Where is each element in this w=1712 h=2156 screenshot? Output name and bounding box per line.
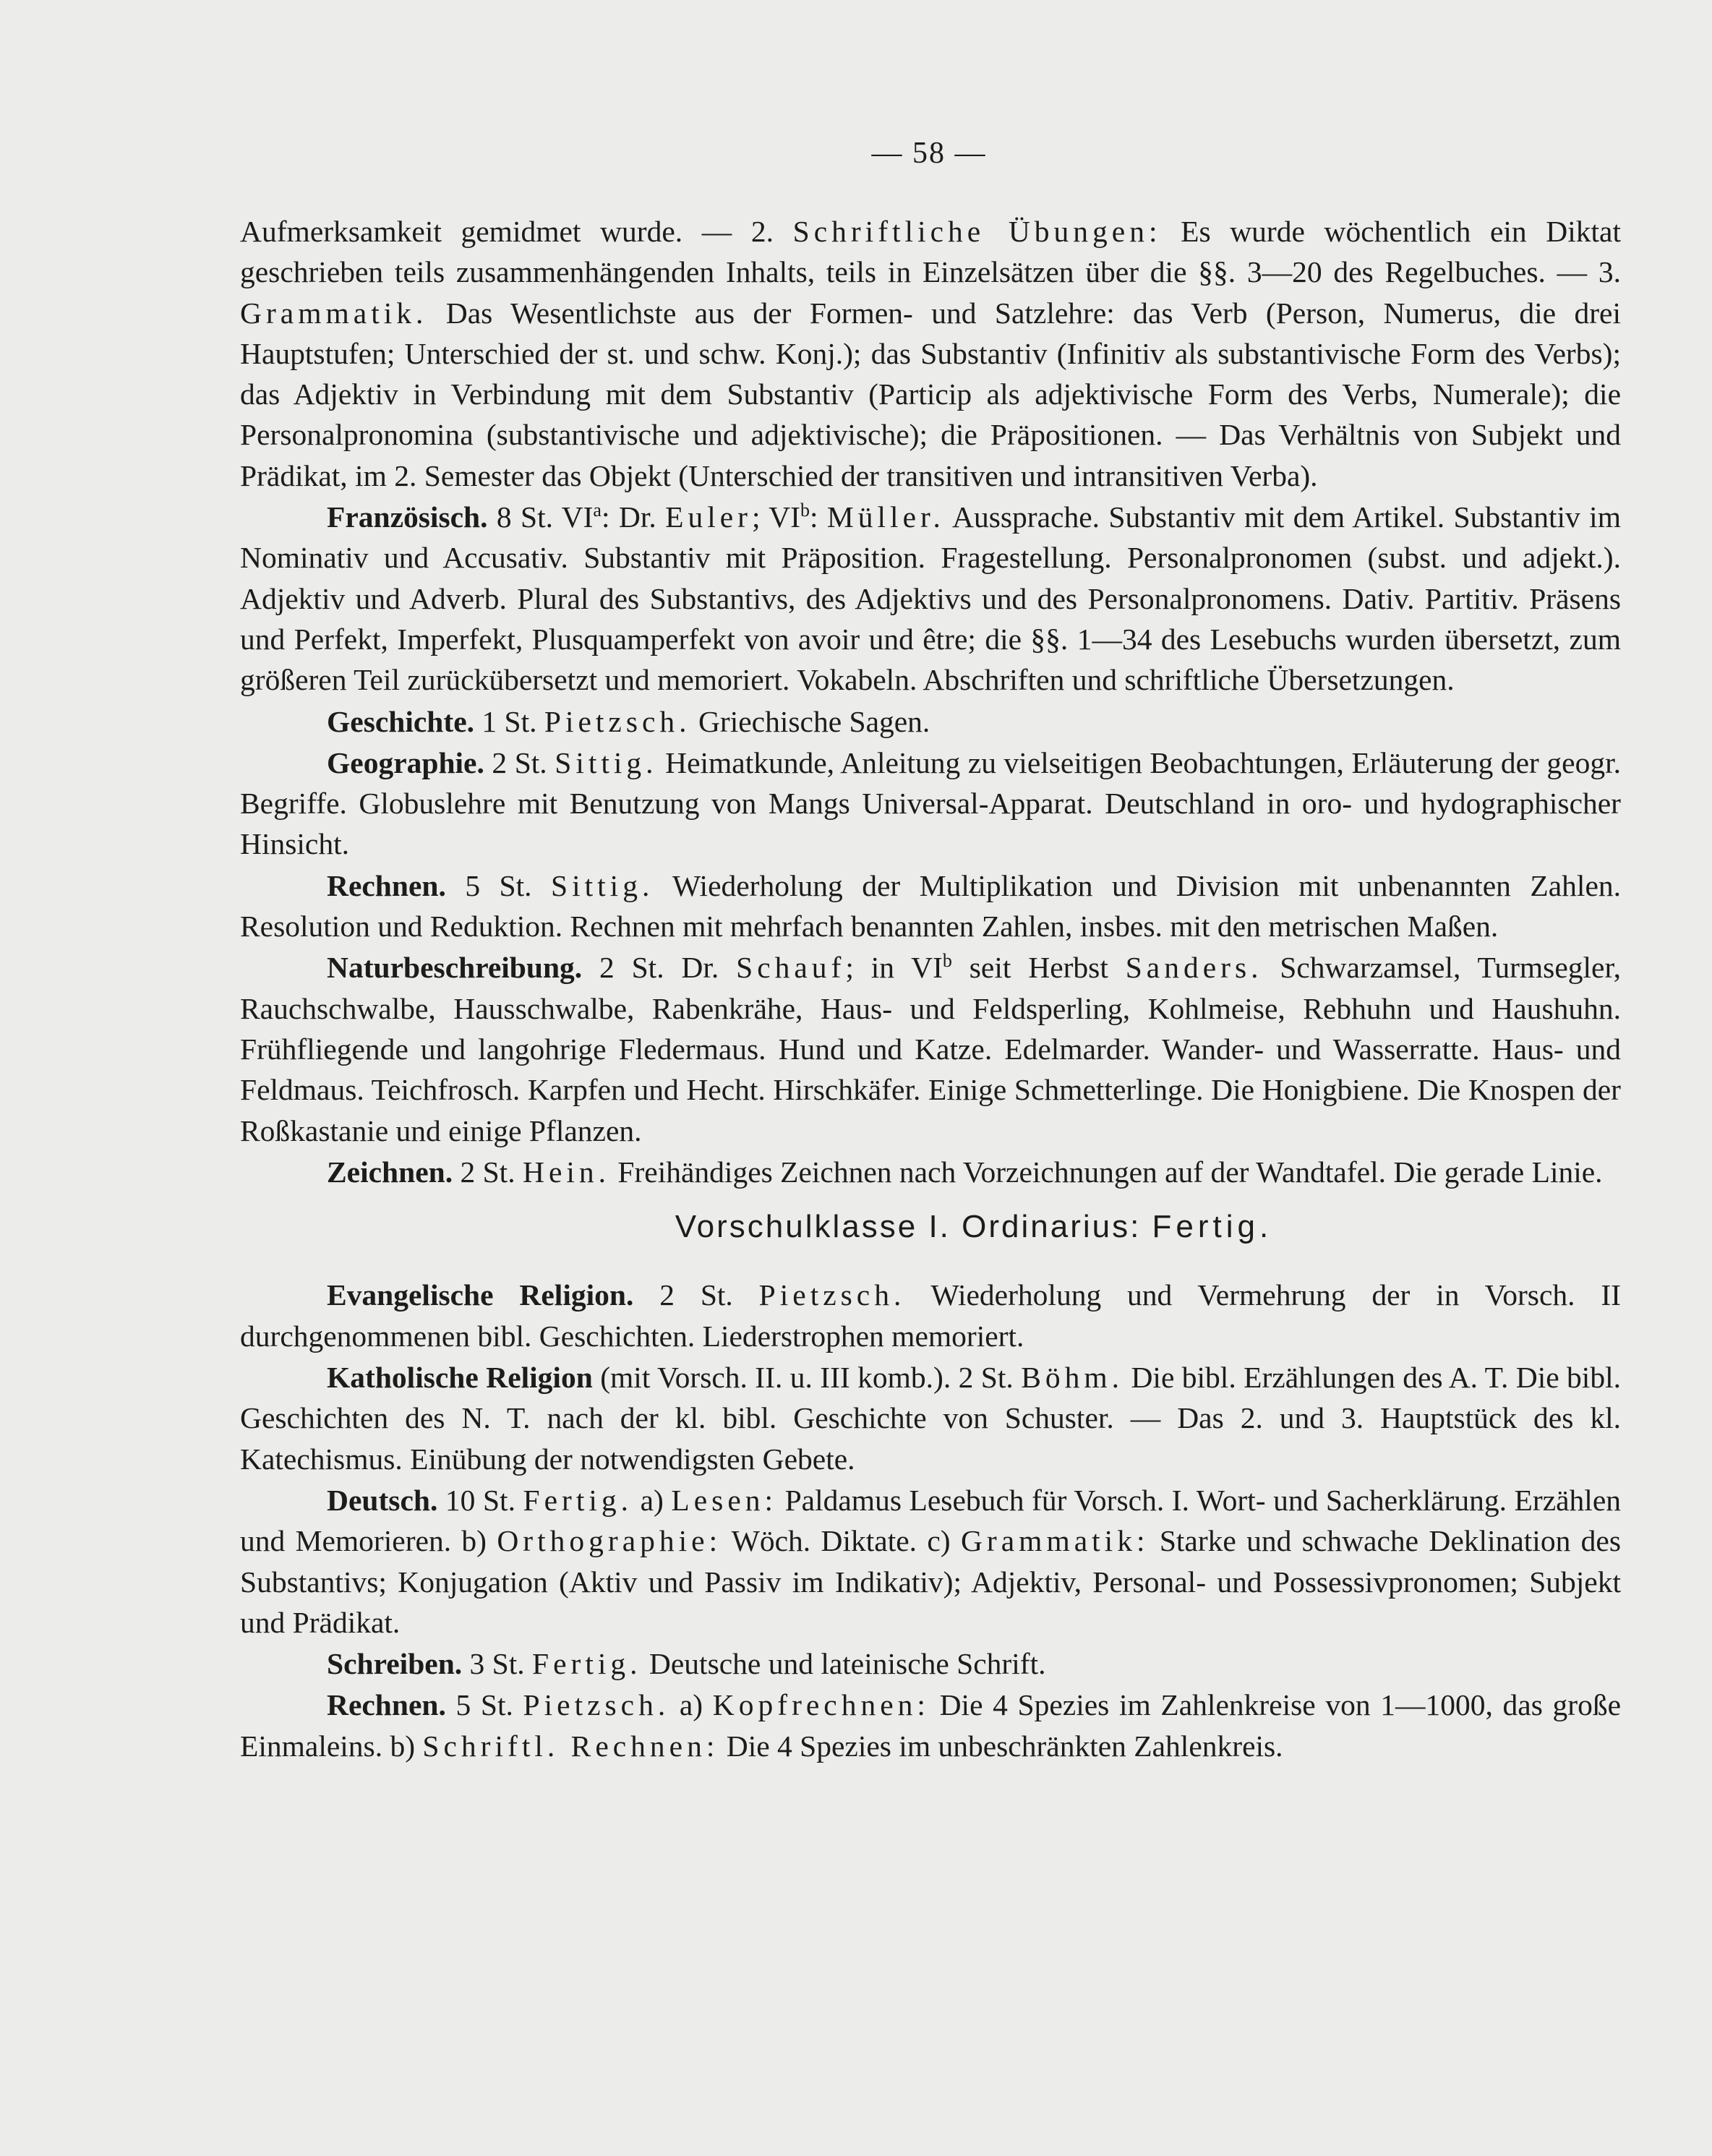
paragraph-evangelische-religion: [240, 1275, 1621, 1356]
paragraph-franzoesisch: [240, 497, 1621, 700]
paragraph-geschichte: [240, 701, 1621, 742]
teacher-name: Müller.: [826, 500, 945, 534]
hours: 5 St.: [445, 868, 551, 902]
subject-text: Die bibl. Erzählungen des A. T. Die bibl. Geschichten des N. T. nach der kl. bibl. Geschichte von Schuster. — Das 2. und 3. Hauptstück des kl. Katechismus. Einübung der notwendigsten Gebete.: [240, 1361, 1621, 1476]
teacher-name: Pietzsch.: [544, 704, 691, 738]
ordinarius-label: Ordinarius:: [950, 1209, 1152, 1245]
paragraph-deutsch: [240, 1480, 1621, 1643]
teacher-name: Pietzsch.: [523, 1688, 670, 1722]
hours: 3 St.: [462, 1647, 533, 1681]
text: ; VI: [752, 500, 800, 534]
term-lesen: Lesen:: [671, 1483, 778, 1517]
teacher-name: Böhm.: [1021, 1361, 1124, 1395]
subject-text: Wiederholung und Vermehrung der in Vorsch. II durchgenommenen bibl. Geschichten. Liederstrophen memoriert.: [240, 1278, 1621, 1353]
teacher-name: Sittig.: [555, 745, 658, 779]
teacher-name: Fertig.: [1152, 1209, 1273, 1245]
subject-text: Schwarzamsel, Turmsegler, Rauchschwalbe, Hausschwalbe, Rabenkrähe, Haus- und Feldsperling, Kohlmeise, Rebhuhn und Haushuhn. Frühfliegende und langohrige Fledermaus. Hund und Katze. Edelmarder. Wander- und Wasserratte. Haus- und Feldmaus. Teichfrosch. Karpfen und Hecht. Hirschkäfer. Einige Schmetterlinge. Die Honigbiene. Die Knospen der Roßkastanie und einige Pflanzen.: [240, 951, 1621, 1147]
subject-text: Deutsche und lateinische Schrift.: [641, 1647, 1046, 1681]
page-number: — 58 —: [871, 137, 987, 170]
class-superscript: a: [593, 500, 602, 521]
hours: 2 St.: [484, 745, 555, 779]
hours: 1 St.: [474, 704, 544, 738]
subject-text: Die 4 Spezies im unbeschränkten Zahlenkreis.: [719, 1729, 1283, 1763]
subject-text: Wöch. Diktate. c): [722, 1524, 961, 1558]
hours: 5 St.: [445, 1688, 523, 1722]
subject-text: Paldamus Lesebuch für Vorsch. I. Wort- und Sacherklärung. Erzählen und Memorieren. b): [240, 1483, 1621, 1558]
subject-heading: Schreiben.: [327, 1647, 463, 1681]
text: ; in VI: [845, 951, 943, 985]
subject-heading: Zeichnen.: [327, 1155, 453, 1189]
class-superscript: b: [942, 950, 952, 972]
paragraph-rechnen-vorschule: [240, 1685, 1621, 1766]
subject-heading: Naturbeschreibung.: [327, 951, 583, 985]
subject-heading: Deutsch.: [327, 1483, 438, 1517]
hours: 2 St.: [633, 1278, 759, 1312]
teacher-name: Sittig.: [551, 868, 654, 902]
term-schriftliche-uebungen: Schriftliche Übungen:: [792, 215, 1162, 248]
subject-text: Die 4 Spezies im Zahlenkreise von 1—1000, das große Einmaleins. b): [240, 1688, 1621, 1763]
subject-heading: Rechnen.: [327, 868, 446, 902]
subject-heading: Katholische Religion: [327, 1361, 593, 1395]
hours: 10 St.: [437, 1483, 523, 1517]
text: a): [669, 1688, 713, 1722]
subject-heading: Französisch.: [327, 500, 488, 534]
teacher-name: Fertig.: [523, 1483, 633, 1517]
paragraph-geographie: [240, 743, 1621, 865]
hours: (mit Vorsch. II. u. III komb.). 2 St.: [592, 1361, 1022, 1395]
text: a): [633, 1483, 672, 1517]
term-grammatik: Grammatik.: [240, 296, 428, 330]
paragraph-rechnen: [240, 865, 1621, 947]
subject-text: Heimatkunde, Anleitung zu vielseitigen Beobachtungen, Erläuterung der geogr. Begriffe. Globuslehre mit Benutzung von Mangs Universal-Apparat. Deutschland in oro- und hydographischer Hinsicht.: [240, 745, 1621, 861]
subject-text: Starke und schwache Deklination des Substantivs; Konjugation (Aktiv und Passiv im Indikativ); Adjektiv, Personal- und Possessivpronomen; Subjekt und Prädikat.: [240, 1524, 1621, 1639]
term-orthographie: Orthographie:: [497, 1524, 722, 1558]
intro-text: Das Wesentlichste aus der Formen- und Satzlehre: das Verb (Person, Numerus, die drei Hauptstufen; Unterschied der st. und schw. Konj.); das Substantiv (Infinitiv als substantivische Form des Verbs); das Adjektiv in Verbindung mit dem Substantiv (Particip als adjektivische Form des Verbs, Numerale); die Personalpronomina (substantivische und adjektivische); die Präpositionen. — Das Verhältnis von Subjekt und Prädikat, im 2. Semester das Objekt (Unterschied der transitiven und intransitiven Verba).: [240, 296, 1621, 492]
text: : Dr.: [601, 500, 666, 534]
class-superscript: b: [800, 500, 810, 521]
teacher-name: Euler: [665, 500, 752, 534]
paragraph-intro: [240, 211, 1621, 496]
subject-heading: Rechnen.: [327, 1688, 446, 1722]
paragraph-naturbeschreibung: [240, 947, 1621, 1150]
intro-text: Es wurde wöchentlich ein Diktat geschrieben teils zusammenhängenden Inhalts, teils in Einzelsätzen über die §§. 3—20 des Regelbuches. — 3.: [240, 215, 1621, 289]
teacher-name: Schauf: [736, 951, 846, 985]
teacher-name: Hein.: [522, 1155, 611, 1189]
section-title: Vorschulklasse I.: [675, 1209, 951, 1245]
subject-heading: Evangelische Religion.: [327, 1278, 634, 1312]
intro-text: Aufmerksamkeit gemidmet wurde. — 2.: [240, 215, 793, 248]
teacher-name: Sanders.: [1125, 951, 1263, 985]
text: :: [809, 500, 827, 534]
page-body: [240, 211, 1621, 1766]
subject-text: Freihändiges Zeichnen nach Vorzeichnungen auf der Wandtafel. Die gerade Linie.: [610, 1155, 1603, 1189]
hours: 2 St. Dr.: [582, 951, 737, 985]
text: seit Herbst: [951, 951, 1126, 985]
subject-heading: Geographie.: [327, 745, 484, 779]
teacher-name: Fertig.: [532, 1647, 642, 1681]
subject-text: Griechische Sagen.: [690, 704, 930, 738]
subject-heading: Geschichte.: [327, 704, 474, 738]
paragraph-katholische-religion: [240, 1357, 1621, 1479]
term-kopfrechnen: Kopfrechnen:: [712, 1688, 930, 1722]
section-heading-vorschulklasse: [327, 1207, 1621, 1247]
subject-text: Aussprache. Substantiv mit dem Artikel. Substantiv im Nominativ und Accusativ. Substantiv mit Präposition. Fragestellung. Personalpronomen (subst. und adjekt.). Adjektiv und Adverb. Plural des Substantivs, des Adjektivs und des Personalpronomens. Dativ. Partitiv. Präsens und Perfekt, Imperfekt, Plusquamperfekt von avoir und être; die §§. 1—34 des Lesebuchs wurden übersetzt, zum größeren Teil zurückübersetzt und memoriert. Vokabeln. Abschriften und schriftliche Übersetzungen.: [240, 500, 1621, 697]
term-grammatik: Grammatik:: [960, 1524, 1150, 1558]
term-schriftl-rechnen: Schriftl. Rechnen:: [422, 1729, 719, 1763]
hours: 8 St. VI: [487, 500, 594, 534]
teacher-name: Pietzsch.: [758, 1278, 906, 1312]
hours: 2 St.: [453, 1155, 523, 1189]
paragraph-schreiben: [240, 1643, 1621, 1684]
subject-text: Wiederholung der Multiplikation und Division mit unbenannten Zahlen. Resolution und Reduktion. Rechnen mit mehrfach benannten Zahlen, insbes. mit den metrischen Maßen.: [240, 868, 1621, 944]
paragraph-zeichnen: [240, 1152, 1621, 1192]
